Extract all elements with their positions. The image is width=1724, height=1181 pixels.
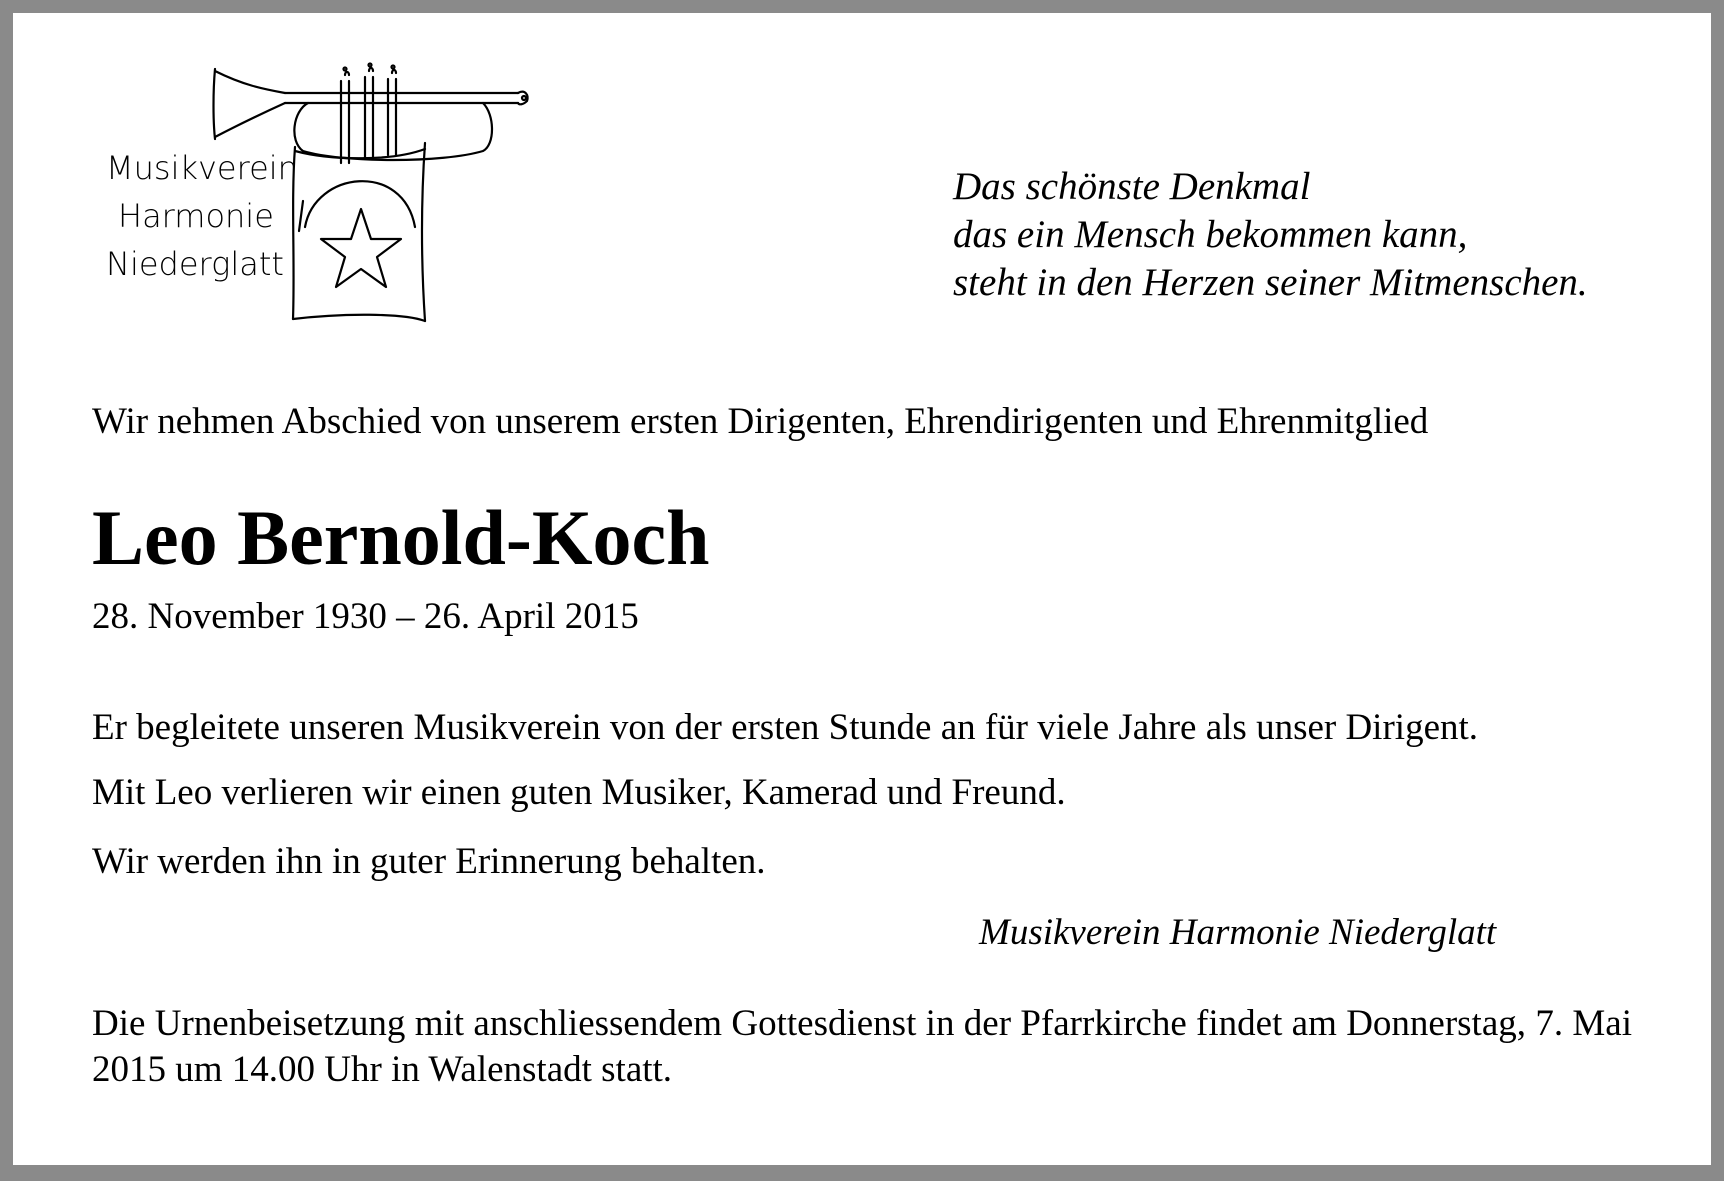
quote-line: steht in den Herzen seiner Mitmenschen. [953, 261, 1588, 304]
quote-line: Das schönste Denkmal [953, 165, 1311, 208]
memorial-quote [953, 163, 1588, 307]
quote-line: das ein Mensch bekommen kann, [953, 213, 1468, 256]
tribute-paragraph: Wir werden ihn in guter Erinnerung behalten. [92, 841, 766, 882]
logo-text-line-3: Niederglatt [106, 245, 284, 283]
logo-text-line-1: Musikverein [106, 149, 298, 187]
tribute-paragraph: Mit Leo verlieren wir einen guten Musiker, Kamerad und Freund. [92, 772, 1066, 813]
signature: Musikverein Harmonie Niederglatt [979, 912, 1497, 953]
deceased-name: Leo Bernold-Koch [92, 494, 710, 581]
farewell-intro: Wir nehmen Abschied von unserem ersten Dirigenten, Ehrendirigenten und Ehrenmitglied [92, 401, 1429, 442]
tribute-paragraph: Er begleitete unseren Musikverein von der ersten Stunde an für viele Jahre als unser Dirigent. [92, 707, 1479, 748]
funeral-notice: Die Urnenbeisetzung mit anschliessendem Gottesdienst in der Pfarrkirche findet am Donnerstag, 7. Mai 2015 um 14.00 Uhr in Walenstadt statt. [92, 1003, 1632, 1090]
musikverein-logo [103, 51, 543, 331]
obituary-page [13, 13, 1711, 1165]
logo-text-line-2: Harmonie [118, 197, 274, 235]
trumpet-banner-star-icon [103, 51, 543, 331]
life-dates: 28. November 1930 – 26. April 2015 [92, 596, 639, 637]
